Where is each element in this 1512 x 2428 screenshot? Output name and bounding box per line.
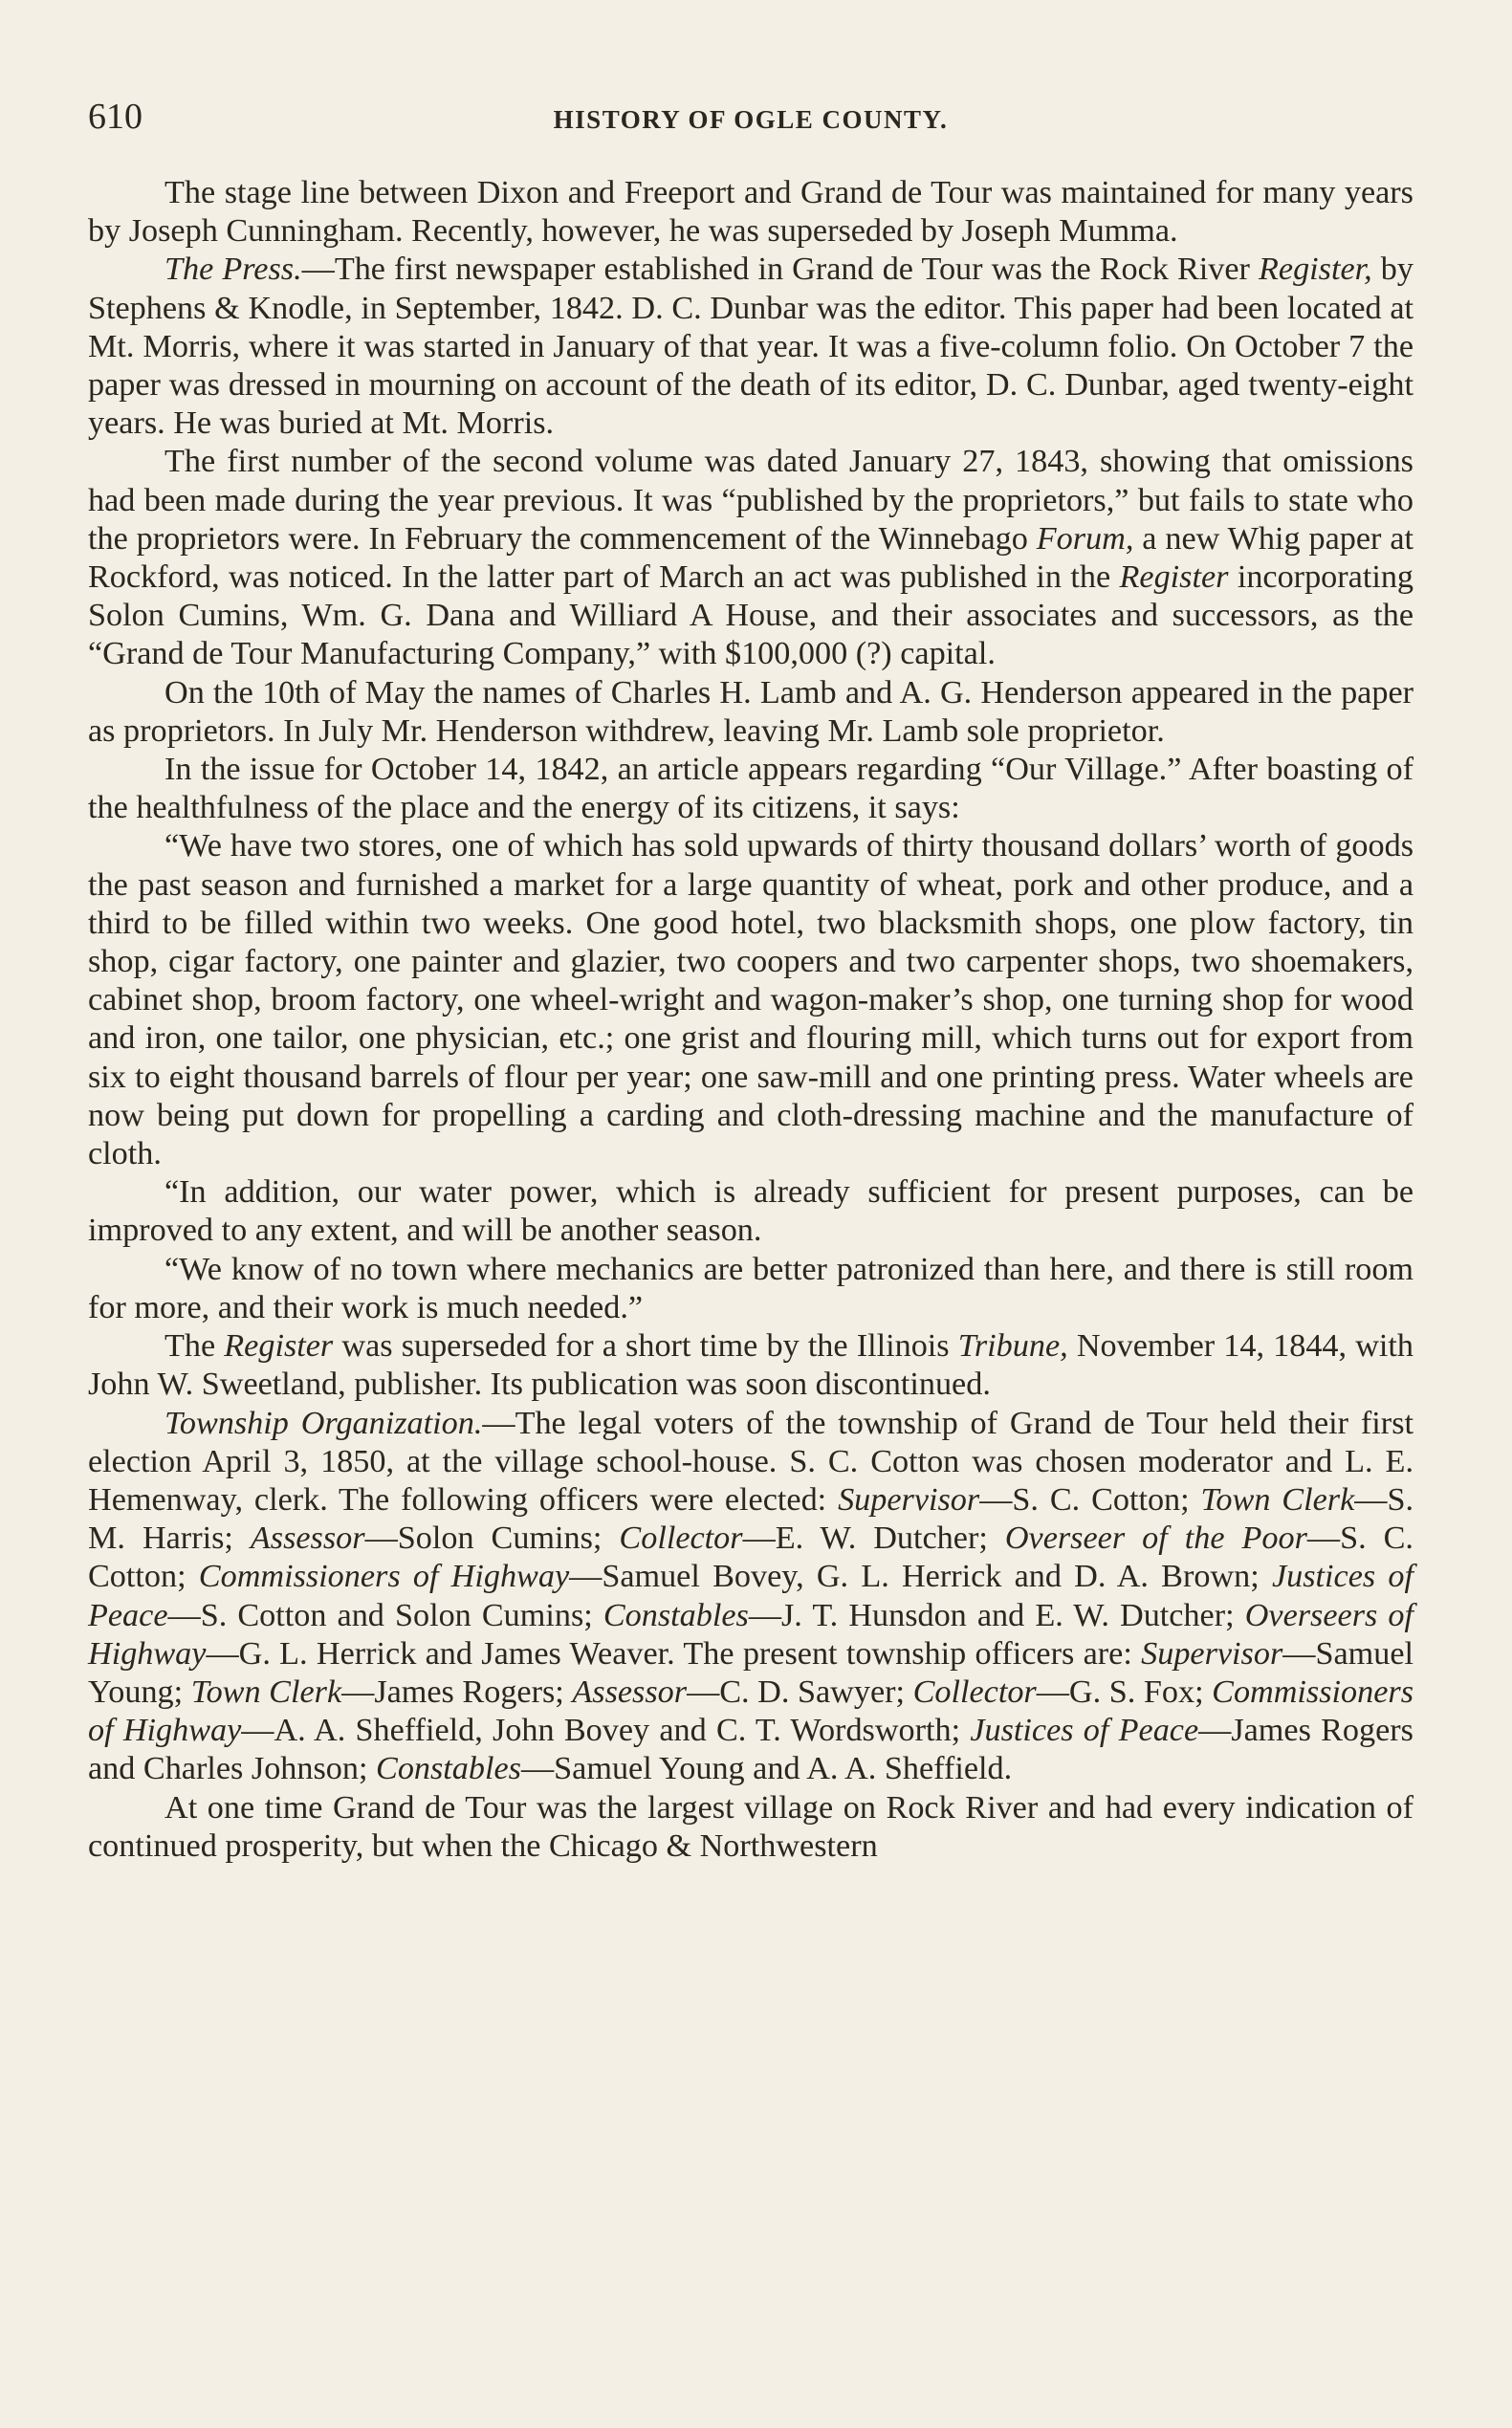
text-run: —E. W. Dutcher; bbox=[742, 1520, 1005, 1557]
text-run: At one time Grand de Tour was the largest village on Rock River and had every indication of continued prosperity, but when the Chicago & Northwestern bbox=[88, 1789, 1413, 1864]
italic-text: Register bbox=[1119, 559, 1229, 596]
text-run: November 14, 1844, with John W. Sweetland, publisher. Its publication was soon discontinued. bbox=[88, 1328, 1413, 1403]
paragraph bbox=[88, 1173, 1413, 1250]
italic-text: Commissioners of Highway bbox=[88, 1673, 1414, 1749]
paragraph bbox=[88, 251, 1413, 443]
text-run: —Samuel Young; bbox=[88, 1635, 1413, 1710]
text-run: On the 10th of May the names of Charles H. Lamb and A. G. Henderson appeared in the paper as proprietors. In July Mr. Henderson withdrew, leaving Mr. Lamb sole proprietor. bbox=[88, 674, 1413, 749]
text-run: —G. S. Fox; bbox=[1036, 1673, 1213, 1710]
italic-text: Overseers of Highway bbox=[88, 1597, 1413, 1672]
italic-text: Constables bbox=[376, 1751, 521, 1787]
italic-text: Township Organization. bbox=[164, 1405, 483, 1441]
text-run: —Solon Cumins; bbox=[364, 1520, 620, 1557]
italic-text: Assessor bbox=[572, 1673, 688, 1710]
italic-text: Register, bbox=[1259, 252, 1372, 288]
paragraph bbox=[88, 674, 1413, 751]
text-run: —S. Cotton and Solon Cumins; bbox=[167, 1597, 603, 1633]
text-run: The first number of the second volume was dated January 27, 1843, showing that omissions had been made during the year previous. It was “published by the proprietors,” but fails to state who the proprietors were. In February the commencement of the Winnebago bbox=[88, 444, 1413, 557]
text-run: was superseded for a short time by the Illinois bbox=[333, 1328, 958, 1365]
paragraph bbox=[88, 827, 1413, 1173]
text-run: “We know of no town where mechanics are better patronized than here, and there is still room for more, and their work is much needed.” bbox=[88, 1251, 1413, 1325]
text-run: “In addition, our water power, which is already sufficient for present purposes, can be improved to any extent, and will be another season. bbox=[88, 1174, 1413, 1249]
italic-text: Commissioners of Highway bbox=[198, 1559, 570, 1595]
text-run: a new Whig paper at Rockford, was noticed. In the latter part of March an act was published in the bbox=[88, 520, 1413, 596]
italic-text: Forum, bbox=[1036, 520, 1134, 557]
text-run: —Samuel Young and A. A. Sheffield. bbox=[520, 1751, 1013, 1787]
text-run: The stage line between Dixon and Freeport and Grand de Tour was maintained for many years by Joseph Cunningham. Recently, however, he was superseded by Joseph Mumma. bbox=[88, 175, 1413, 250]
text-run: —G. L. Herrick and James Weaver. The present township officers are: bbox=[206, 1635, 1142, 1672]
text-run: In the issue for October 14, 1842, an article appears regarding “Our Village.” After boasting of the healthfulness of the place and the energy of its citizens, it says: bbox=[88, 752, 1413, 826]
body-text bbox=[88, 174, 1413, 1866]
text-run: —Samuel Bovey, G. L. Herrick and D. A. Brown; bbox=[569, 1559, 1272, 1595]
running-head: HISTORY OF OGLE COUNTY. bbox=[553, 105, 949, 134]
paragraph bbox=[88, 443, 1413, 673]
italic-text: Collector bbox=[912, 1673, 1037, 1710]
text-run: —S. C. Cotton; bbox=[88, 1520, 1413, 1595]
text-run: —James Rogers and Charles Johnson; bbox=[88, 1713, 1413, 1787]
italic-text: Justices of Peace bbox=[970, 1713, 1199, 1749]
text-run: —James Rogers; bbox=[341, 1673, 573, 1710]
paragraph bbox=[88, 1251, 1413, 1327]
page-number: 610 bbox=[88, 97, 142, 137]
italic-text: Supervisor bbox=[1141, 1635, 1283, 1672]
italic-text: Constables bbox=[603, 1597, 749, 1633]
italic-text: Collector bbox=[619, 1520, 743, 1557]
italic-text: Justices of Peace bbox=[88, 1559, 1413, 1633]
italic-text: Tribune, bbox=[957, 1328, 1068, 1365]
italic-text: Overseer of the Poor bbox=[1004, 1520, 1307, 1557]
text-run: incorporating Solon Cumins, Wm. G. Dana and Williard A House, and their associates and successors, as the “Grand de Tour Manufacturing Company,” with $100,000 (?) capital. bbox=[88, 559, 1414, 672]
text-run: The bbox=[164, 1328, 225, 1365]
text-run: “We have two stores, one of which has sold upwards of thirty thousand dollars’ worth of goods the past season and furnished a market for a large quantity of wheat, pork and other produce, and a third to be filled within two weeks. One good hotel, two blacksmith shops, one plow factory, tin shop, cigar factory, one painter and glazier, two coopers and two carpenter shops, two shoemakers, cabinet shop, broom factory, one wheel-wright and wagon-maker’s shop, one turning shop for wood and iron, one tailor, one physician, etc.; one grist and flouring mill, which turns out for export from six to eight thousand barrels of flour per year; one saw-mill and one printing press. Water wheels are now being put down for propelling a carding and cloth-dressing machine and the manufacture of cloth. bbox=[88, 828, 1413, 1172]
italic-text: Town Clerk bbox=[1200, 1481, 1355, 1518]
text-run: —S. C. Cotton; bbox=[979, 1481, 1201, 1518]
paragraph bbox=[88, 1405, 1413, 1789]
text-run: —The first newspaper established in Grand de Tour was the Rock River bbox=[301, 252, 1260, 288]
paragraph bbox=[88, 174, 1413, 251]
text-run: —J. T. Hunsdon and E. W. Dutcher; bbox=[748, 1597, 1245, 1633]
paragraph bbox=[88, 1327, 1413, 1404]
italic-text: The Press. bbox=[164, 252, 302, 288]
italic-text: Register bbox=[224, 1328, 334, 1365]
text-run: —The legal voters of the township of Grand de Tour held their first election April 3, 1850, at the village school-house. S. C. Cotton was chosen moderator and L. E. Hemenway, clerk. The following officers were elected: bbox=[88, 1405, 1413, 1518]
text-run: —C. D. Sawyer; bbox=[687, 1673, 913, 1710]
italic-text: Assessor bbox=[250, 1520, 365, 1557]
italic-text: Supervisor bbox=[838, 1481, 980, 1518]
text-run: —A. A. Sheffield, John Bovey and C. T. Wordsworth; bbox=[241, 1713, 971, 1749]
paragraph bbox=[88, 1789, 1413, 1866]
italic-text: Town Clerk bbox=[190, 1673, 342, 1710]
paragraph bbox=[88, 751, 1413, 827]
text-run: —S. M. Harris; bbox=[88, 1481, 1414, 1557]
page-header bbox=[88, 96, 1413, 153]
text-run: by Stephens & Knodle, in September, 1842. D. C. Dunbar was the editor. This paper had been located at Mt. Morris, where it was started in January of that year. It was a five-column folio. On October 7 the paper was dressed in mourning on account of the death of its editor, D. C. Dunbar, aged twenty-eight years. He was buried at Mt. Morris. bbox=[88, 252, 1413, 442]
